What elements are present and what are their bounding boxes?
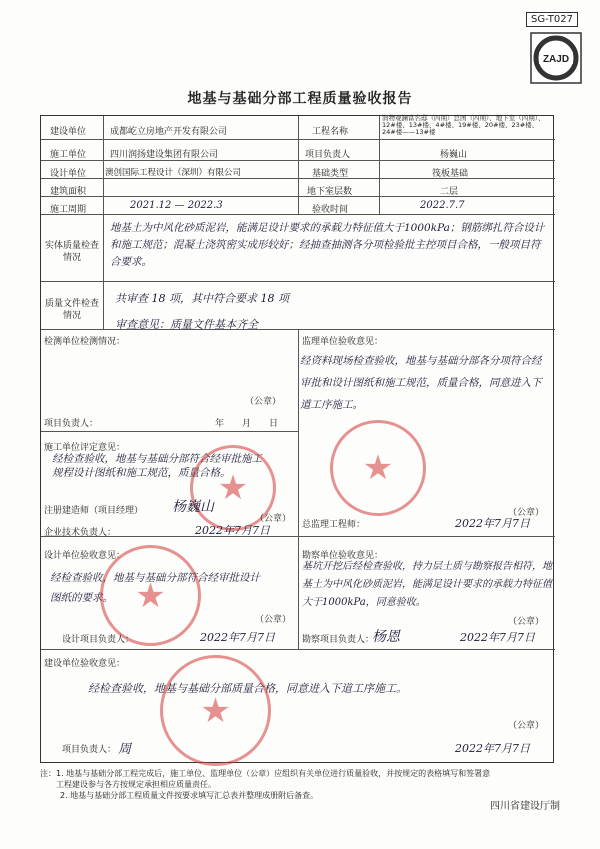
testing-seal-text: （公章）: [245, 397, 282, 407]
design-unit-value: 澳创国际工程设计（深圳）有限公司: [105, 168, 242, 178]
owner-opinion-text: 经检查验收，地基与基础分部质量合格，同意进入下道工序施工。: [88, 682, 407, 695]
tech-lead-date: 2022年7月7日: [195, 524, 270, 537]
owner-sign: 周: [118, 742, 132, 757]
contractor-opinion-text: 经检查验收，地基与基础分部符合经审批施工规程设计图纸和施工规范，质量合格。: [52, 453, 262, 479]
project-manager-label: 项目负责人: [305, 150, 351, 160]
supervision-seal-text: （公章）: [508, 508, 545, 518]
zajd-logo-icon: [530, 32, 582, 84]
foundation-type-value: 筏板基础: [432, 169, 469, 179]
owner-seal: [160, 655, 271, 766]
design-seal: [100, 545, 201, 646]
contractor-opinion-label: 施工单位评定意见：: [44, 443, 126, 453]
testing-unit-label: 检测单位检测情况：: [44, 337, 126, 347]
owner-date: 2022年7月7日: [455, 742, 530, 755]
design-opinion-text: 经检查验收，地基与基础分部符合经审批设计图纸的要求。: [50, 572, 260, 604]
design-unit-label: 设计单位: [50, 169, 87, 179]
contractor-label: 施工单位: [50, 150, 87, 160]
testing-date-text: 年 月 日: [215, 419, 279, 429]
survey-sign: 杨恩: [372, 629, 400, 645]
construction-unit-label: 建设单位: [50, 127, 87, 137]
docs-check-line2: 审查意见：质量文件基本齐全: [115, 318, 258, 331]
seal-star-icon: ★: [135, 575, 166, 616]
construction-period-value: 2021.12 — 2022.3: [130, 200, 223, 211]
docs-check-label: 质量文件检查情况: [44, 299, 99, 321]
foundation-type-label: 基础类型: [312, 169, 349, 179]
testing-person-label: 项目负责人：: [44, 419, 99, 429]
acceptance-time-label: 验收时间: [312, 205, 349, 215]
seal-star-icon: ★: [200, 690, 231, 731]
physical-quality-label: 实体质量检查情况: [44, 241, 99, 263]
construction-period-label: 施工周期: [50, 205, 87, 215]
note-1b: 工程建设参与各方按规定承担相应质量责任。: [40, 780, 216, 789]
owner-opinion-label: 建设单位验收意见：: [44, 659, 126, 669]
logo-text: ZAJD: [542, 54, 570, 65]
physical-quality-text: 地基土为中风化砂质泥岩，能满足设计要求的承载力特征值大于1000kPa；钢筋绑扎符合设计和施工规范；混凝土浇筑密实成形较好；经抽查抽测各分项检验批主控项目合格，一般项目符合要求。: [110, 222, 545, 268]
project-name-label: 工程名称: [312, 127, 349, 137]
owner-seal-text: （公章）: [508, 721, 545, 731]
tech-lead-label: 企业技术负责人：: [44, 528, 117, 538]
project-name-value: 润物观澜富名邸（四期）总图（四期）、地下室（四期）、12#楼、13#楼、4#楼、19#楼、20#楼、23#楼、24#楼——13#楼: [382, 114, 545, 136]
supervision-seal: [330, 420, 426, 516]
registered-builder-label: 注册建造师（项目经理）: [44, 506, 144, 516]
construction-unit-value: 成都屹立房地产开发有限公司: [110, 127, 228, 137]
registered-builder-sign: 杨巍山: [172, 499, 214, 515]
contractor-seal-text: （公章）: [255, 514, 292, 524]
basement-floors-value: 二层: [440, 187, 459, 197]
chief-engineer-label: 总监理工程师：: [302, 520, 366, 530]
docs-check-line1: 共审查 18 项，其中符合要求 18 项: [115, 292, 289, 305]
note-1a: 注：1. 地基与基础分部工程完成后，施工单位、监理单位（公章）应组织有关单位进行质量验收，并按规定的表格填写和签署意: [40, 769, 491, 778]
survey-date: 2022年7月7日: [460, 631, 535, 644]
project-manager-value: 杨巍山: [440, 150, 468, 160]
supervision-date: 2022年7月7日: [455, 517, 530, 530]
survey-opinion-label: 勘察单位验收意见：: [302, 551, 384, 561]
supervision-label: 监理单位验收意见：: [302, 337, 384, 347]
owner-person-label: 项目负责人：: [62, 745, 117, 755]
survey-opinion-text: 基坑开挖后经检查验收，持力层土质与勘察报告相符，地基土为中风化砂质泥岩，能满足设计要求的承载力特征值大于1000kPa，同意验收。: [302, 561, 552, 608]
design-seal-text: （公章）: [255, 615, 292, 625]
design-opinion-label: 设计单位验收意见：: [44, 551, 126, 561]
seal-star-icon: ★: [362, 448, 394, 488]
contractor-value: 四川润扬建设集团有限公司: [110, 150, 219, 160]
form-code: SG-T027: [526, 12, 578, 27]
note-2: 2. 地基与基础分部工程质量文件按要求填写汇总表并整理成册附后备查。: [60, 791, 319, 800]
design-date: 2022年7月7日: [200, 631, 275, 644]
seal-star-icon: ★: [217, 468, 249, 508]
page-title: 地基与基础分部工程质量验收报告: [187, 91, 413, 107]
supervision-text: 经资料现场检查验收，地基与基础分部各分项符合经审批和设计图纸和施工规范，质量合格，同意进入下道工序施工。: [300, 355, 542, 411]
survey-seal-text: （公章）: [508, 617, 545, 627]
footer-issuer: 四川省建设厅制: [490, 801, 560, 812]
design-person-label: 设计项目负责人：: [62, 635, 135, 645]
basement-floors-label: 地下室层数: [307, 187, 353, 197]
acceptance-time-value: 2022.7.7: [420, 200, 465, 211]
building-area-label: 建筑面积: [50, 187, 87, 197]
survey-person-label: 勘察项目负责人：: [302, 635, 375, 645]
